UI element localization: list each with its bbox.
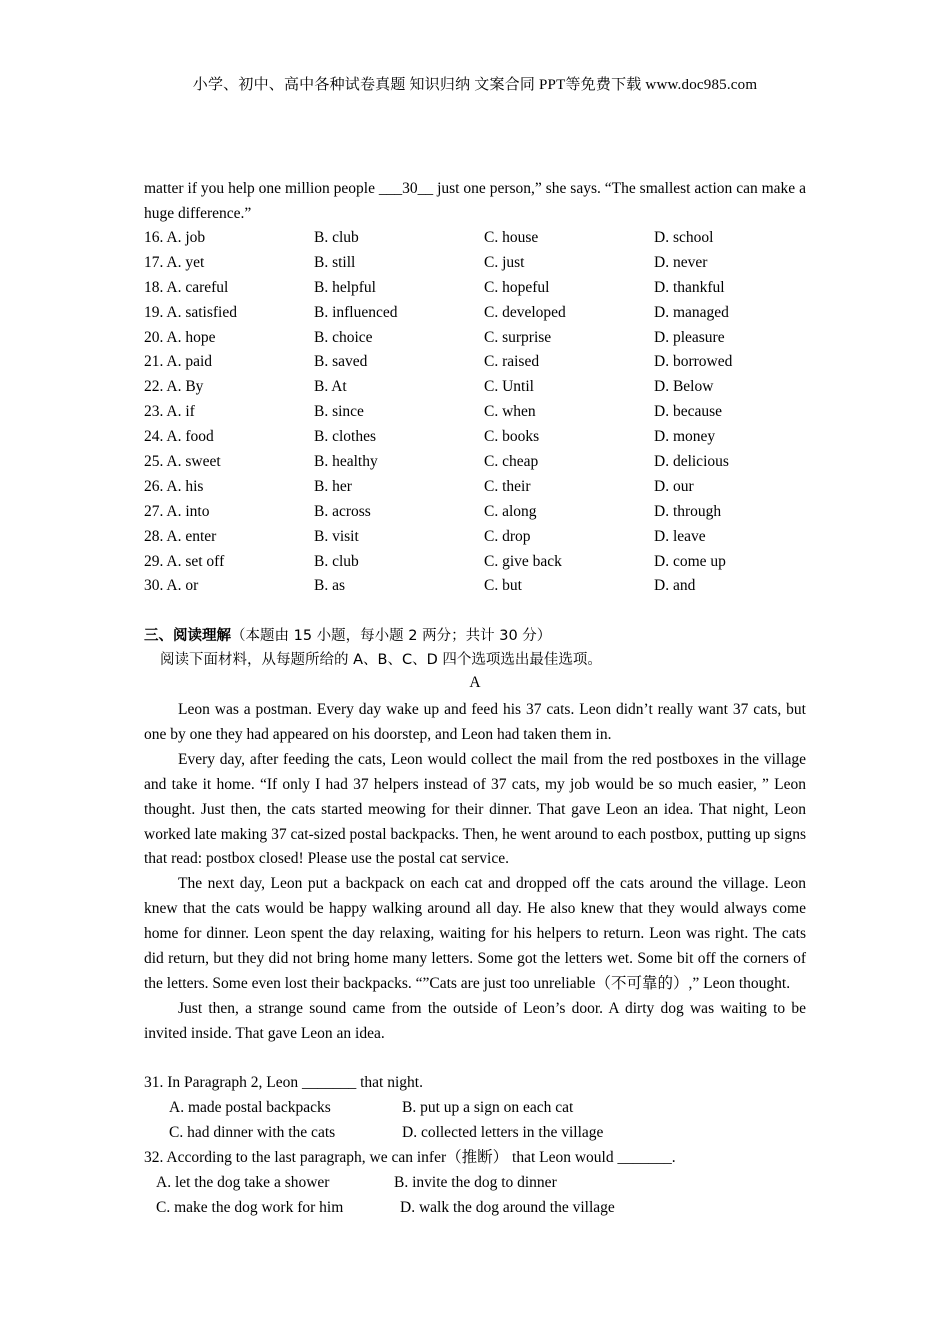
option-d: D. leave <box>654 527 706 545</box>
option-b: B. healthy <box>314 453 378 471</box>
option-row <box>144 574 806 599</box>
option-b: B. visit <box>314 527 359 545</box>
section-title: 三、阅读理解 <box>144 628 231 644</box>
option-row <box>144 400 806 425</box>
option-c: C. but <box>484 577 522 595</box>
option-row <box>144 525 806 550</box>
option-b: B. clothes <box>314 428 376 446</box>
question-option-c: C. make the dog work for him <box>156 1199 344 1216</box>
intro-text: matter if you help one million people ___30__ just one person,” she says. “The smallest action can make a huge difference.” <box>144 180 806 222</box>
option-c: C. their <box>484 477 531 495</box>
option-c: C. give back <box>484 552 562 570</box>
option-a: 22. A. By <box>144 378 204 396</box>
option-c: C. drop <box>484 527 531 545</box>
option-c: C. Until <box>484 378 534 396</box>
passage-paragraph: Just then, a strange sound came from the outside of Leon’s door. A dirty dog was waiting to be invited inside. That gave Leon an idea. <box>144 999 806 1042</box>
option-d: D. because <box>654 403 722 421</box>
option-c: C. hopeful <box>484 278 550 296</box>
option-a: 30. A. or <box>144 577 199 595</box>
question-option-c: C. had dinner with the cats <box>169 1124 336 1141</box>
question-option-d: D. collected letters in the village <box>402 1124 604 1141</box>
option-b: B. saved <box>314 353 368 371</box>
option-d: D. borrowed <box>654 353 733 371</box>
option-c: C. just <box>484 253 525 271</box>
option-row <box>144 276 806 301</box>
option-row <box>144 301 806 326</box>
question-option-d: D. walk the dog around the village <box>400 1199 615 1216</box>
question-option-b: B. invite the dog to dinner <box>394 1174 557 1191</box>
option-b: B. club <box>314 229 359 246</box>
option-d: D. delicious <box>654 453 729 471</box>
passage-paragraph: Every day, after feeding the cats, Leon would collect the mail from the red postboxes in the village and take it home. “If only I had 37 helpers instead of 37 cats, my job would be so much easier, ” Leon thought. Just then, the cats started meowing for their dinner. That gave Leon an idea. That night, Leon worked late making 37 cat-sized postal backpacks. Then, he went around to each postbox, putting up signs that read: postbox closed! Please use the postal cat service. <box>144 750 806 868</box>
option-row <box>144 550 806 575</box>
option-d: D. never <box>654 253 708 271</box>
reading-passage <box>144 698 806 1047</box>
option-c: C. developed <box>484 303 566 321</box>
option-b: B. since <box>314 403 364 421</box>
passage-letter: A <box>469 674 481 691</box>
option-b: B. club <box>314 552 359 570</box>
option-d: D. Below <box>654 378 714 396</box>
option-b: B. as <box>314 577 345 595</box>
option-d: D. pleasure <box>654 328 725 346</box>
option-d: D. and <box>654 577 696 595</box>
option-c: C. house <box>484 229 539 246</box>
option-c: C. cheap <box>484 453 539 471</box>
option-d: D. school <box>654 229 714 246</box>
passage-paragraph: The next day, Leon put a backpack on each cat and dropped off the cats around the village. Leon knew that the cats would be happy walking around all day. He also knew that they would always come home for dinner. Leon spent the day relaxing, waiting for his helpers to return. Leon was right. The cats did return, but they did not bring home many letters. Some got the letters wet. Some bit off the corners of the letters. Some even lost their backpacks. “”Cats are just too unreliable（不可靠的）,” Leon thought. <box>144 875 806 992</box>
option-b: B. her <box>314 477 352 495</box>
question-stem: 32. According to the last paragraph, we can infer（推断） that Leon would _______. <box>144 1149 676 1166</box>
page-header: 小学、初中、高中各种试卷真题 知识归纳 文案合同 PPT等免费下载 www.doc985.com <box>192 77 758 93</box>
passage-paragraph: Leon was a postman. Every day wake up and feed his 37 cats. Leon didn’t really want 37 cats, but one by one they had appeared on his doorstep, and Leon had taken them in. <box>144 701 806 743</box>
option-a: 24. A. food <box>144 428 214 446</box>
option-d: D. come up <box>654 552 726 570</box>
option-row <box>144 475 806 500</box>
option-a: 16. A. job <box>144 229 206 246</box>
option-c: C. when <box>484 403 536 421</box>
section-instruction: 阅读下面材料，从每题所给的 A、B、C、D 四个选项选出最佳选项。 <box>160 652 602 668</box>
option-row <box>144 350 806 375</box>
option-row <box>144 450 806 475</box>
option-row <box>144 226 806 251</box>
option-c: C. along <box>484 502 537 520</box>
option-a: 17. A. yet <box>144 253 205 271</box>
option-b: B. still <box>314 253 356 271</box>
question-stem: 31. In Paragraph 2, Leon _______ that night. <box>144 1074 423 1091</box>
option-a: 27. A. into <box>144 502 210 520</box>
option-c: C. surprise <box>484 328 552 346</box>
section-subtitle: （本题由 15 小题，每小题 2 两分；共计 30 分） <box>231 628 552 644</box>
section-heading <box>144 624 806 648</box>
option-b: B. choice <box>314 328 373 346</box>
option-b: B. influenced <box>314 303 398 321</box>
option-a: 18. A. careful <box>144 278 229 296</box>
option-a: 20. A. hope <box>144 328 216 346</box>
option-d: D. thankful <box>654 278 725 296</box>
option-row <box>144 326 806 351</box>
option-a: 28. A. enter <box>144 527 217 545</box>
option-a: 21. A. paid <box>144 353 213 371</box>
option-a: 23. A. if <box>144 403 195 421</box>
cloze-options <box>144 226 806 599</box>
question-option-a: A. made postal backpacks <box>169 1099 331 1116</box>
option-a: 29. A. set off <box>144 552 225 570</box>
option-c: C. books <box>484 428 540 446</box>
option-c: C. raised <box>484 353 540 371</box>
option-a: 26. A. his <box>144 477 204 495</box>
option-a: 25. A. sweet <box>144 453 221 471</box>
option-row <box>144 500 806 525</box>
question-option-b: B. put up a sign on each cat <box>402 1099 574 1116</box>
option-b: B. across <box>314 502 371 520</box>
option-row <box>144 251 806 276</box>
option-d: D. managed <box>654 303 729 321</box>
option-a: 19. A. satisfied <box>144 303 237 321</box>
option-d: D. through <box>654 502 722 520</box>
question-option-a: A. let the dog take a shower <box>156 1174 330 1191</box>
option-row <box>144 425 806 450</box>
option-d: D. money <box>654 428 716 446</box>
option-b: B. At <box>314 378 347 396</box>
option-b: B. helpful <box>314 278 376 296</box>
option-d: D. our <box>654 477 694 495</box>
option-row <box>144 375 806 400</box>
